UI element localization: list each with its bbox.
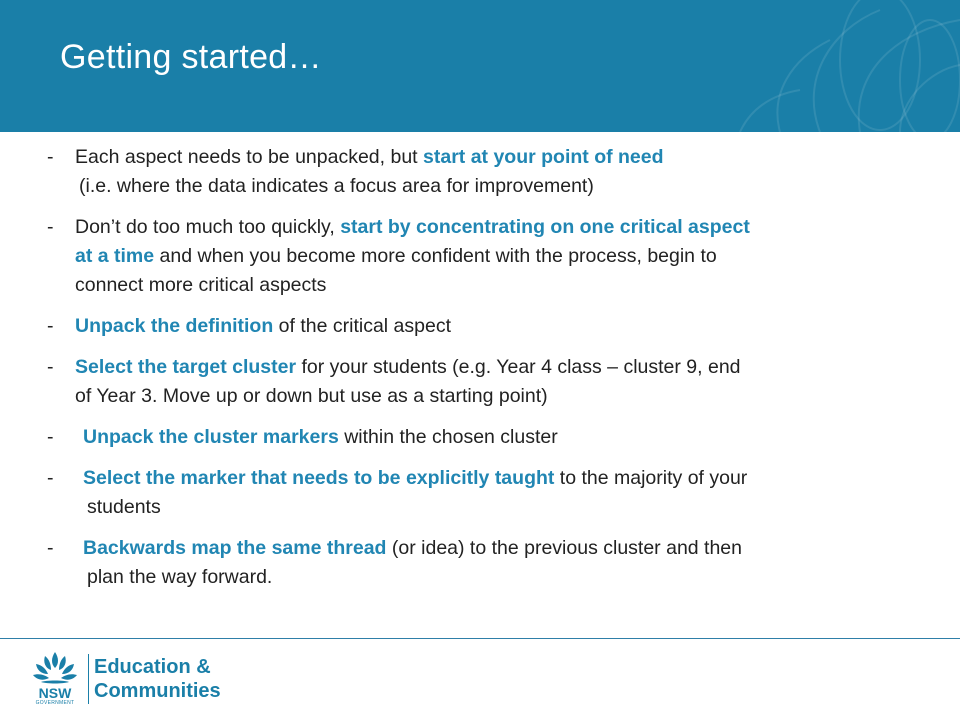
bullet-dash: -: [47, 146, 54, 168]
bullet-highlight: at a time: [75, 245, 155, 267]
bullet-highlight: Select the marker that needs to be explicitly taught: [83, 467, 555, 489]
footer-divider: [0, 638, 960, 639]
bullet-dash: -: [47, 537, 54, 559]
bullet-unpack-definition: [47, 312, 927, 341]
bullet-text: of Year 3. Move up or down but use as a starting point): [75, 385, 548, 407]
bullet-highlight: start at your point of need: [423, 146, 664, 168]
slide-title: Getting started…: [60, 38, 322, 76]
bullet-dash: -: [47, 467, 54, 489]
bullet-list: [47, 143, 927, 604]
bullet-highlight: Select the target cluster: [75, 356, 297, 378]
bullet-text: students: [87, 496, 161, 518]
bullet-highlight: start by concentrating on one critical aspect: [340, 216, 750, 238]
bullet-text: of the critical aspect: [273, 315, 452, 337]
department-name-line1: Education &: [94, 656, 211, 678]
bullet-text: (i.e. where the data indicates a focus area for improvement): [79, 175, 594, 197]
bullet-text: within the chosen cluster: [338, 426, 558, 448]
bullet-line: [75, 213, 927, 242]
bullet-text: Don’t do too much too quickly,: [75, 216, 341, 238]
bullet-line: [75, 423, 927, 452]
bullet-target-cluster: [47, 353, 927, 411]
bullet-dash: -: [47, 216, 54, 238]
bullet-backwards-map: [47, 534, 927, 592]
bullet-text: plan the way forward.: [87, 566, 273, 588]
nsw-wordmark: NSW: [38, 685, 72, 701]
bullet-text: Each aspect needs to be unpacked, but: [75, 146, 424, 168]
bullet-line: [75, 353, 927, 382]
bullet-text: and when you become more confident with the process, begin to: [154, 245, 717, 267]
bullet-line: [75, 242, 927, 271]
bullet-text: (or idea) to the previous cluster and then: [386, 537, 743, 559]
bullet-point-of-need: [47, 143, 927, 201]
bullet-line: [75, 464, 927, 493]
bullet-dash: -: [47, 315, 54, 337]
government-label: GOVERNMENT: [35, 700, 75, 706]
bullet-text: to the majority of your: [554, 467, 748, 489]
department-name-line2: Communities: [94, 680, 221, 702]
bullet-select-marker: [47, 464, 927, 522]
bullet-cluster-markers: [47, 423, 927, 452]
bullet-highlight: Unpack the cluster markers: [83, 426, 339, 448]
title-banner: [0, 0, 960, 132]
bullet-line: [75, 143, 927, 172]
bullet-highlight: Unpack the definition: [75, 315, 274, 337]
logo-divider: [88, 654, 89, 704]
bullet-dash: -: [47, 426, 54, 448]
bullet-text: for your students (e.g. Year 4 class – cluster 9, end: [296, 356, 741, 378]
department-name: [94, 655, 221, 703]
bullet-highlight: Backwards map the same thread: [83, 537, 387, 559]
nsw-education-logo: [27, 650, 227, 708]
bullet-dash: -: [47, 356, 54, 378]
bullet-one-aspect: [47, 213, 927, 300]
bullet-line: [75, 312, 927, 341]
bullet-line: [75, 534, 927, 563]
bullet-text: connect more critical aspects: [75, 274, 327, 296]
